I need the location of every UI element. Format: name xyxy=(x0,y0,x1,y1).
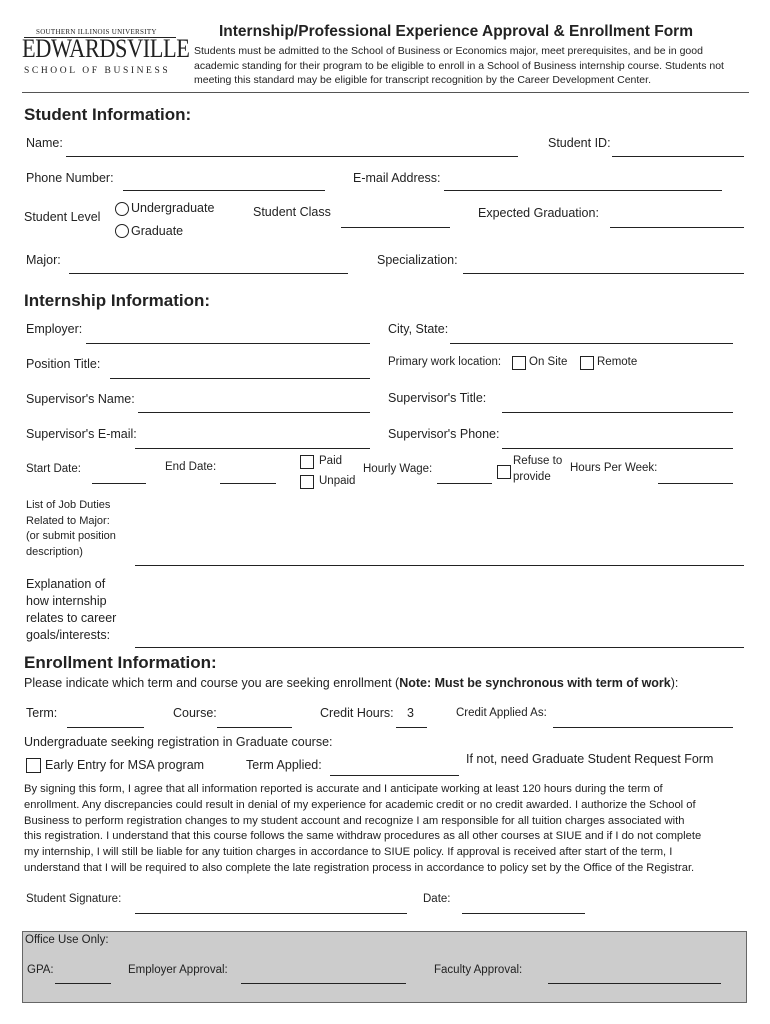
student-class-label: Student Class xyxy=(253,205,331,219)
employer-approval-field[interactable] xyxy=(241,983,406,984)
expected-graduation-field[interactable] xyxy=(610,227,744,228)
gpa-label: GPA: xyxy=(27,964,54,976)
student-signature-field[interactable] xyxy=(135,913,407,914)
major-label: Major: xyxy=(26,253,61,267)
graduate-radio[interactable] xyxy=(115,224,129,238)
hourly-wage-field[interactable] xyxy=(437,483,492,484)
credit-applied-label: Credit Applied As: xyxy=(456,707,547,719)
student-class-field[interactable] xyxy=(341,227,450,228)
refuse-to-provide-checkbox[interactable] xyxy=(497,465,511,479)
supervisor-email-label: Supervisor's E-mail: xyxy=(26,427,137,441)
job-duties-field[interactable] xyxy=(135,565,744,566)
supervisor-email-field[interactable] xyxy=(135,448,370,449)
early-entry-checkbox[interactable] xyxy=(26,758,41,773)
end-date-field[interactable] xyxy=(220,483,276,484)
paid-checkbox[interactable] xyxy=(300,455,314,469)
email-field[interactable] xyxy=(444,190,722,191)
work-location-label: Primary work location: xyxy=(388,356,502,368)
supervisor-phone-label: Supervisor's Phone: xyxy=(388,427,500,441)
faculty-approval-label: Faculty Approval: xyxy=(434,964,523,976)
student-level-label: Student Level xyxy=(24,210,101,224)
hours-per-week-label: Hours Per Week: xyxy=(570,462,658,474)
term-applied-field[interactable] xyxy=(330,775,459,776)
office-use-title: Office Use Only: xyxy=(25,934,109,946)
enrollment-info-heading: Enrollment Information: xyxy=(24,653,217,672)
student-id-field[interactable] xyxy=(612,156,744,157)
enrollment-instruction: Please indicate which term and course you are seeking enrollment (Note: Must be synchronous with term of work): xyxy=(24,676,679,690)
date-field[interactable] xyxy=(462,913,585,914)
graduate-course-label: Undergraduate seeking registration in Graduate course: xyxy=(24,735,333,749)
credit-hours-value: 3 xyxy=(407,706,414,720)
refuse-to-label: Refuse to xyxy=(513,455,563,467)
email-label: E-mail Address: xyxy=(353,171,441,185)
internship-info-heading: Internship Information: xyxy=(24,291,211,310)
remote-label: Remote xyxy=(597,356,638,368)
name-label: Name: xyxy=(26,136,63,150)
credit-hours-label: Credit Hours: xyxy=(320,706,394,720)
course-field[interactable] xyxy=(217,727,292,728)
start-date-field[interactable] xyxy=(92,483,146,484)
position-title-label: Position Title: xyxy=(26,357,101,371)
student-id-label: Student ID: xyxy=(548,136,611,150)
credit-applied-field[interactable] xyxy=(553,727,733,728)
course-label: Course: xyxy=(173,706,217,720)
date-label: Date: xyxy=(423,893,451,905)
undergraduate-label: Undergraduate xyxy=(131,201,215,215)
logo-main-text: EDWARDSVILLE xyxy=(22,34,190,63)
major-field[interactable] xyxy=(69,273,348,274)
explanation-label: Explanation of how internship relates to career goals/interests: xyxy=(26,577,117,642)
logo-top-text: SOUTHERN ILLINOIS UNIVERSITY xyxy=(36,28,157,36)
intro-text: Students must be admitted to the School of Business or Economics major, meet prerequisites, and be in good academic standing for their program to be eligible to enroll in a School of Business internship course. Students not meeting this standard may be eligible for transcript recognition by the Career Development Center. xyxy=(194,45,724,86)
term-label: Term: xyxy=(26,706,58,720)
agreement-text: By signing this form, I agree that all information reported is accurate and I anticipate working at least 120 hours during the term of enrollment. Any discrepancies could result in denial of my experience for academic credit or no credit awarded. I authorize the School of Business to perform registration changes to my student account and recognize I am responsible for all tuition charges associated with this registration. I understand that this course follows the same withdraw procedures as all other courses at SIUE and if I do not complete my internship, I will still be liable for any tuition charges in accordance to SIUE policy. If approval is received after start of the term, I understand that I will be required to also complete the late registration process in accordance to policy set by the Office of the Registrar. xyxy=(24,783,702,874)
unpaid-checkbox[interactable] xyxy=(300,475,314,489)
graduate-label: Graduate xyxy=(131,224,184,238)
term-applied-label: Term Applied: xyxy=(246,758,322,772)
term-field[interactable] xyxy=(67,727,144,728)
on-site-checkbox[interactable] xyxy=(512,356,526,370)
credit-hours-field[interactable] xyxy=(396,727,427,728)
specialization-field[interactable] xyxy=(463,273,744,274)
supervisor-phone-field[interactable] xyxy=(502,448,733,449)
supervisor-title-field[interactable] xyxy=(502,412,733,413)
employer-field[interactable] xyxy=(86,343,370,344)
hourly-wage-label: Hourly Wage: xyxy=(363,463,433,475)
remote-checkbox[interactable] xyxy=(580,356,594,370)
employer-label: Employer: xyxy=(26,322,83,336)
student-signature-label: Student Signature: xyxy=(26,893,122,905)
employer-approval-label: Employer Approval: xyxy=(128,964,228,976)
phone-field[interactable] xyxy=(123,190,325,191)
city-state-label: City, State: xyxy=(388,322,449,336)
end-date-label: End Date: xyxy=(165,461,217,473)
expected-graduation-label: Expected Graduation: xyxy=(478,206,599,220)
name-field[interactable] xyxy=(66,156,518,157)
faculty-approval-field[interactable] xyxy=(548,983,721,984)
start-date-label: Start Date: xyxy=(26,463,81,475)
on-site-label: On Site xyxy=(529,356,568,368)
early-entry-label: Early Entry for MSA program xyxy=(45,758,205,772)
hours-per-week-field[interactable] xyxy=(658,483,733,484)
explanation-field[interactable] xyxy=(135,647,744,648)
job-duties-label: List of Job Duties Related to Major: (or submit position description) xyxy=(26,499,116,558)
supervisor-name-label: Supervisor's Name: xyxy=(26,392,135,406)
header-divider xyxy=(22,92,749,93)
supervisor-title-label: Supervisor's Title: xyxy=(388,391,487,405)
city-state-field[interactable] xyxy=(450,343,733,344)
paid-label: Paid xyxy=(319,455,343,467)
graduate-request-note: If not, need Graduate Student Request Form xyxy=(466,752,714,766)
position-title-field[interactable] xyxy=(110,378,370,379)
provide-label: provide xyxy=(513,471,551,483)
specialization-label: Specialization: xyxy=(377,253,458,267)
unpaid-label: Unpaid xyxy=(319,475,356,487)
logo-sub-text: SCHOOL OF BUSINESS xyxy=(24,66,171,76)
phone-label: Phone Number: xyxy=(26,171,114,185)
undergraduate-radio[interactable] xyxy=(115,202,129,216)
office-use-box xyxy=(22,931,747,1003)
form-title: Internship/Professional Experience Approval & Enrollment Form xyxy=(219,23,693,40)
student-info-heading: Student Information: xyxy=(24,105,192,124)
supervisor-name-field[interactable] xyxy=(138,412,370,413)
gpa-field[interactable] xyxy=(55,983,111,984)
